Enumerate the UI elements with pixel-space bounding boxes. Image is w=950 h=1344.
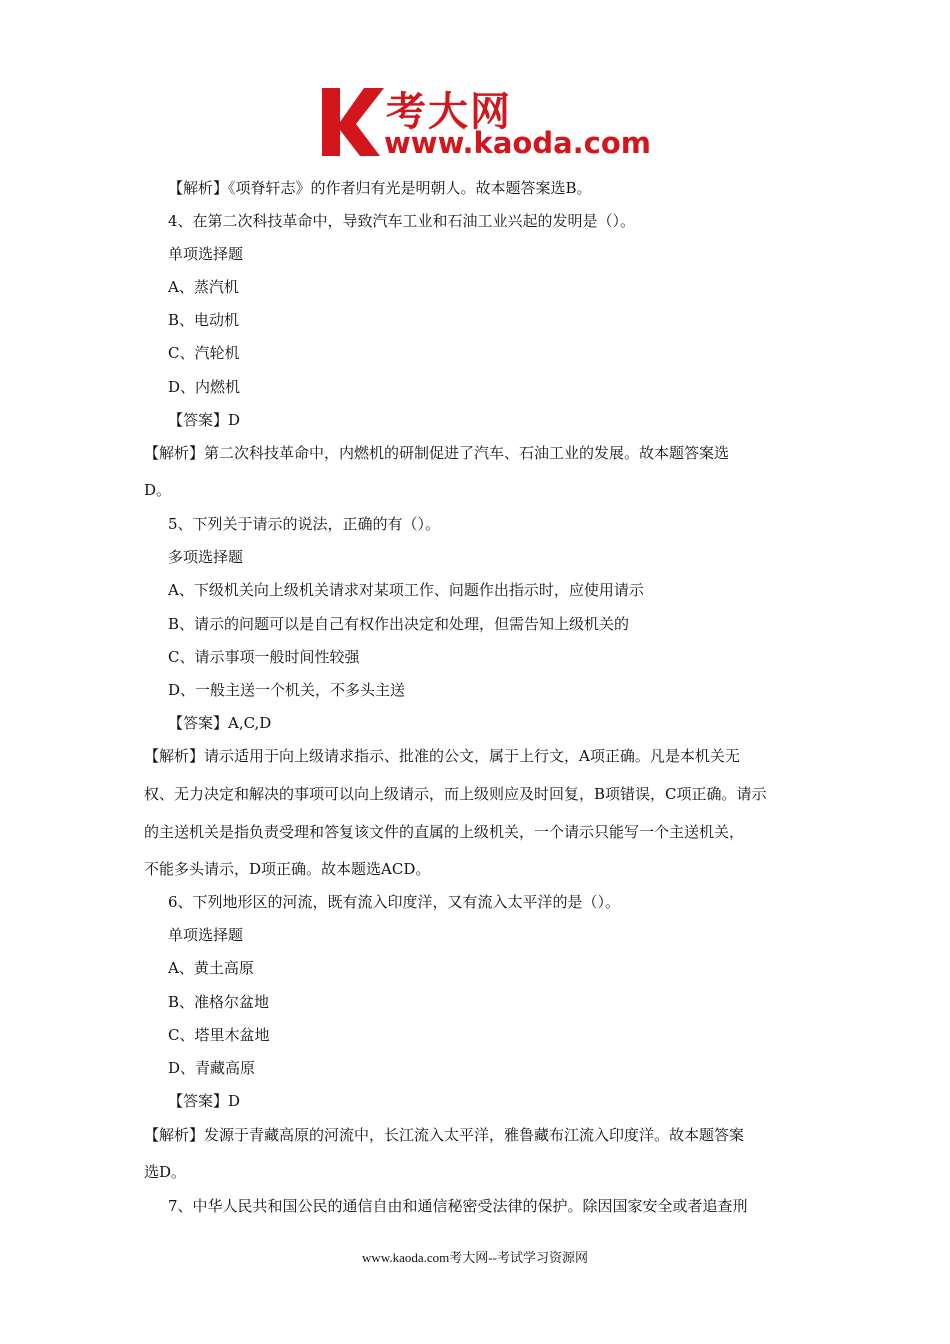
q5-analysis-line-2: 权、无力决定和解决的事项可以向上级请示，而上级则应及时回复，B项错误，C项正确。请示 (144, 785, 767, 803)
q3-analysis: 【解析】《项脊轩志》的作者归有光是明朝人。故本题答案选B。 (168, 179, 592, 197)
q6-analysis-line-1: 【解析】发源于青藏高原的河流中，长江流入太平洋，雅鲁藏布江流入印度洋。故本题答案 (144, 1126, 745, 1144)
q5-option-d: D、一般主送一个机关，不多头主送 (168, 681, 406, 699)
q5-analysis-line-1: 【解析】请示适用于向上级请求指示、批准的公文，属于上行文，A项正确。凡是本机关无 (144, 747, 740, 765)
q6-option-b: B、准格尔盆地 (168, 993, 270, 1011)
q5-option-a: A、下级机关向上级机关请求对某项工作、问题作出指示时，应使用请示 (168, 581, 644, 599)
q4-type: 单项选择题 (168, 245, 244, 263)
q5-option-b: B、请示的问题可以是自己有权作出决定和处理，但需告知上级机关的 (168, 615, 630, 633)
q5-option-c: C、请示事项一般时间性较强 (168, 648, 360, 666)
q7-question: 7、中华人民共和国公民的通信自由和通信秘密受法律的保护。除因国家安全或者追查刑 (168, 1197, 748, 1215)
q6-type: 单项选择题 (168, 926, 244, 944)
logo-title: 考大网 (386, 89, 512, 135)
q6-option-c: C、塔里木盆地 (168, 1026, 270, 1044)
q6-analysis-line-2: 选D。 (144, 1163, 187, 1181)
q6-question: 6、下列地形区的河流，既有流入印度洋，又有流入太平洋的是（）。 (168, 893, 621, 911)
q4-option-a: A、蒸汽机 (168, 278, 239, 296)
q6-option-a: A、黄土高原 (168, 959, 254, 977)
q5-type: 多项选择题 (168, 548, 244, 566)
q4-analysis-line-2: D。 (144, 481, 172, 499)
q4-option-d: D、内燃机 (168, 378, 241, 396)
kaoda-logo (318, 82, 651, 162)
q4-answer: 【答案】D (168, 411, 241, 429)
q4-option-b: B、电动机 (168, 311, 240, 329)
q5-analysis-line-4: 不能多头请示，D项正确。故本题选ACD。 (144, 860, 431, 878)
q4-analysis-line-1: 【解析】第二次科技革命中，内燃机的研制促进了汽车、石油工业的发展。故本题答案选 (144, 444, 730, 462)
q5-answer: 【答案】A,C,D (168, 714, 272, 732)
logo-url: www.kaoda.com (384, 126, 651, 160)
q4-option-c: C、汽轮机 (168, 344, 240, 362)
q6-option-d: D、青藏高原 (168, 1059, 256, 1077)
q5-analysis-line-3: 的主送机关是指负责受理和答复该文件的直属的上级机关，一个请示只能写一个主送机关， (144, 823, 745, 841)
q5-question: 5、下列关于请示的说法，正确的有（）。 (168, 515, 441, 533)
q6-answer: 【答案】D (168, 1092, 241, 1110)
page-footer: www.kaoda.com考大网--考试学习资源网 (362, 1250, 588, 1265)
q4-question: 4、在第二次科技革命中，导致汽车工业和石油工业兴起的发明是（）。 (168, 212, 636, 230)
